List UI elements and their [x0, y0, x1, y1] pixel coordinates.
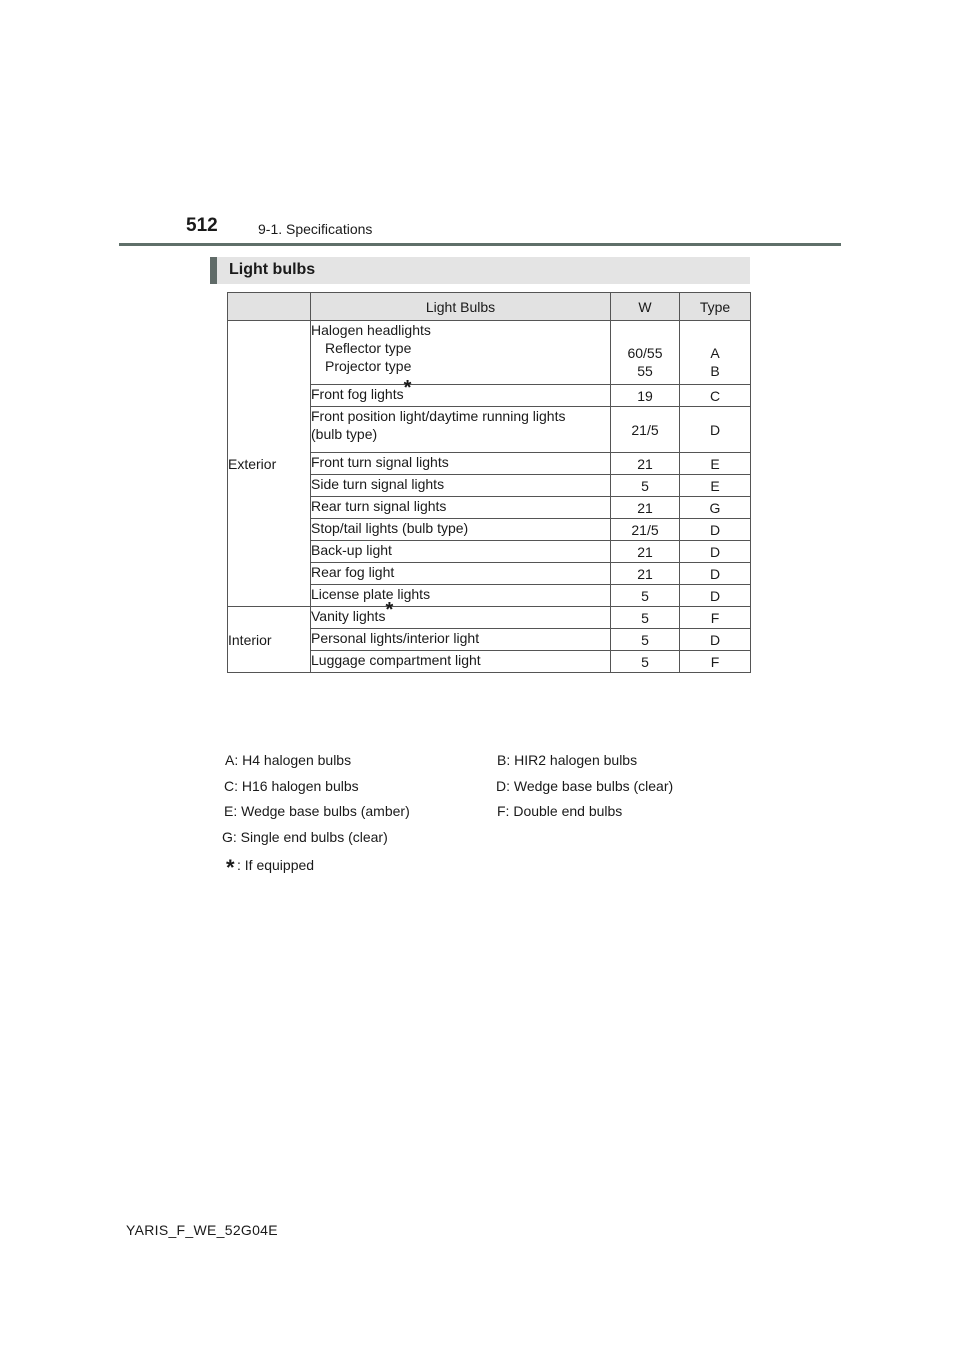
table-row	[228, 607, 751, 629]
halogen-title: Halogen headlights	[311, 322, 431, 338]
document-code: YARIS_F_WE_52G04E	[126, 1222, 278, 1238]
section-header	[210, 257, 750, 284]
bulb-watts: 5	[611, 585, 680, 607]
bulb-type: D	[680, 585, 751, 607]
bulb-watts: 21	[611, 563, 680, 585]
legend-g: G: Single end bulbs (clear)	[222, 829, 388, 845]
legend-c: C: H16 halogen bulbs	[224, 778, 359, 794]
bulb-watts: 5	[611, 651, 680, 673]
bulb-type: G	[680, 497, 751, 519]
bulb-watts: 21	[611, 497, 680, 519]
halogen-w2: 55	[637, 362, 653, 379]
halogen-t2: B	[710, 362, 720, 379]
group-interior: Interior	[228, 607, 311, 673]
bulb-name: Rear fog light	[311, 563, 611, 585]
bulb-name	[311, 321, 611, 385]
bulb-watts: 21	[611, 453, 680, 475]
bulb-type: D	[680, 407, 751, 453]
if-equipped-marker: *	[385, 599, 394, 621]
bulb-type: C	[680, 385, 751, 407]
halogen-w1: 60/55	[627, 344, 663, 361]
header-watts: W	[611, 293, 680, 321]
bulb-watts: 19	[611, 385, 680, 407]
bulb-watts: 21	[611, 541, 680, 563]
bulb-type: D	[680, 541, 751, 563]
header-group	[228, 293, 311, 321]
bulb-name	[311, 599, 611, 629]
bulb-type: F	[680, 607, 751, 629]
bulb-name: Side turn signal lights	[311, 475, 611, 497]
bulb-watts: 21/5	[611, 519, 680, 541]
bulb-name	[311, 377, 611, 407]
bulb-watts: 21/5	[611, 407, 680, 453]
bulb-type	[680, 321, 751, 385]
bulb-type: F	[680, 651, 751, 673]
bulb-name: Rear turn signal lights	[311, 497, 611, 519]
bulb-name: License plate lights	[311, 585, 611, 607]
table-header-row	[228, 293, 751, 321]
bulb-type: D	[680, 629, 751, 651]
bulb-name: Personal lights/interior light	[311, 629, 611, 651]
bulb-name	[311, 407, 611, 453]
light-bulbs-table	[227, 292, 751, 673]
footnote-marker: *	[226, 855, 235, 880]
vanity-name: Vanity lights	[311, 608, 386, 624]
page-number: 512	[186, 215, 218, 236]
if-equipped-marker: *	[403, 377, 412, 399]
bulb-type: E	[680, 475, 751, 497]
bulb-watts: 5	[611, 629, 680, 651]
bulb-type: E	[680, 453, 751, 475]
bulb-type: D	[680, 519, 751, 541]
footnote-text: : If equipped	[237, 857, 315, 873]
bulb-watts	[611, 321, 680, 385]
bulb-watts: 5	[611, 607, 680, 629]
position-name: Front position light/daytime running lights	[311, 408, 566, 424]
table-row	[228, 321, 751, 385]
group-exterior: Exterior	[228, 321, 311, 607]
header-type: Type	[680, 293, 751, 321]
halogen-t1: A	[710, 344, 720, 361]
halogen-projector: Projector type	[325, 358, 412, 374]
legend-a: A: H4 halogen bulbs	[225, 752, 352, 768]
bulb-type: D	[680, 563, 751, 585]
position-name-2: (bulb type)	[311, 426, 378, 442]
bulb-name: Back-up light	[311, 541, 611, 563]
bulb-name: Stop/tail lights (bulb type)	[311, 519, 611, 541]
bulb-name: Luggage compartment light	[311, 651, 611, 673]
bulb-watts: 5	[611, 475, 680, 497]
legend-d: D: Wedge base bulbs (clear)	[496, 778, 674, 794]
header-light-bulbs: Light Bulbs	[311, 293, 611, 321]
bulb-name: Front turn signal lights	[311, 453, 611, 475]
halogen-reflector: Reflector type	[325, 340, 412, 356]
fog-name: Front fog lights	[311, 386, 404, 402]
legend-b: B: HIR2 halogen bulbs	[497, 752, 638, 768]
legend-f: F: Double end bulbs	[497, 803, 623, 819]
legend-e: E: Wedge base bulbs (amber)	[224, 803, 410, 819]
section-title: Light bulbs	[229, 261, 316, 278]
header-rule	[119, 243, 841, 246]
chapter-title: 9-1. Specifications	[258, 221, 373, 237]
